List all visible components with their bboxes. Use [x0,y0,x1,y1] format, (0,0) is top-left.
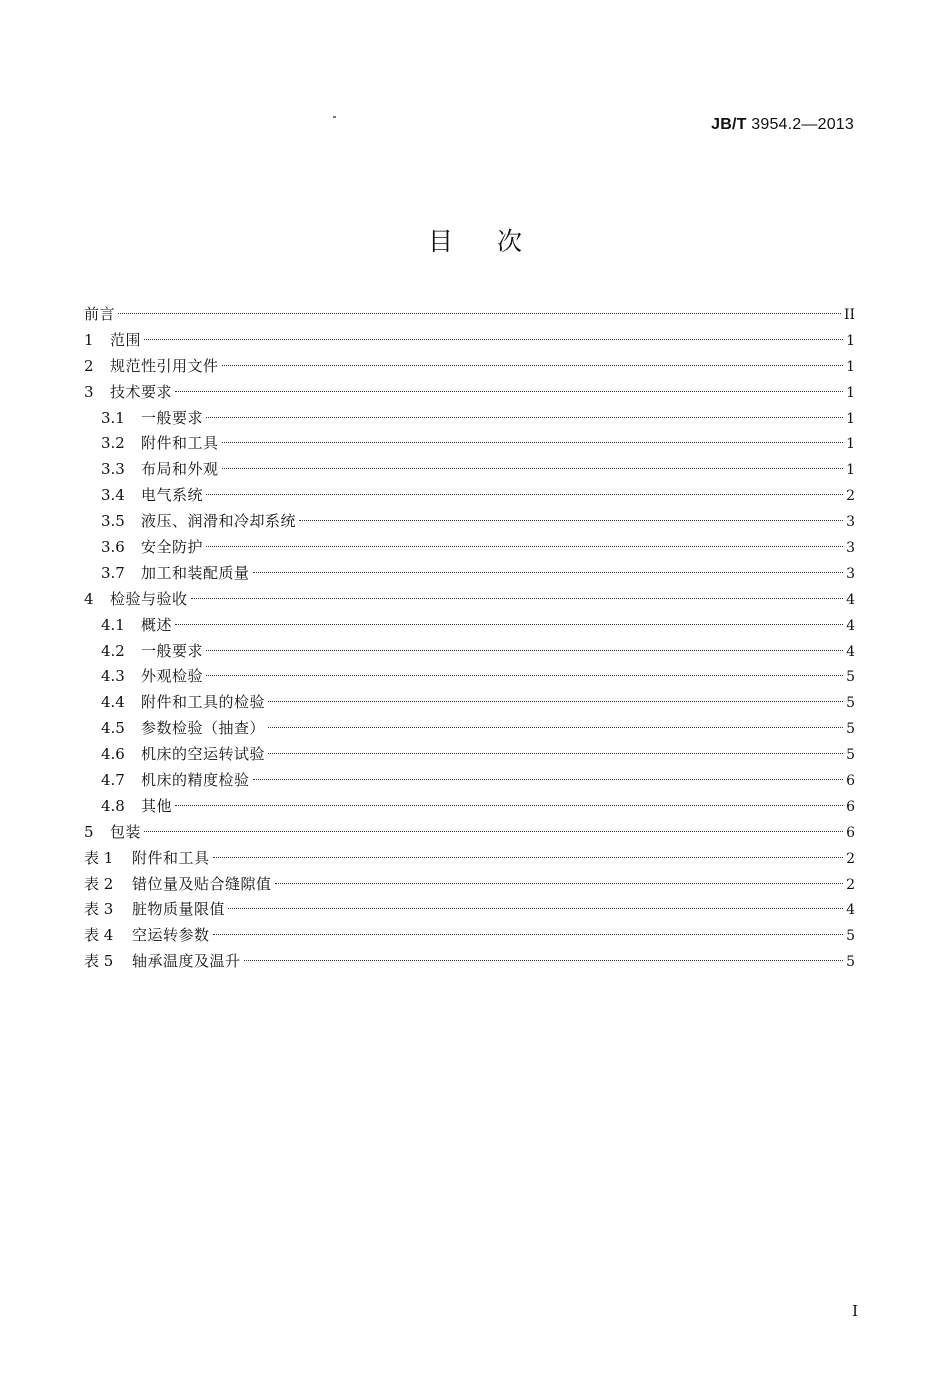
toc-entry-label: 机床的空运转试验 [141,745,266,764]
toc-entry-label: 包装 [110,822,142,841]
toc-entry-page: 1 [846,358,855,375]
toc-entry[interactable] [84,690,855,716]
toc-entry-page: 4 [846,591,855,608]
toc-entry-number: 3.5 [101,512,125,531]
toc-entry-page: 3 [846,565,855,582]
toc-entry-label: 概述 [141,615,173,634]
toc-entry[interactable] [84,561,855,587]
toc-entry-label: 安全防护 [141,538,204,557]
toc-entry-page: 2 [846,876,855,893]
toc-entry-label: 一般要求 [141,641,204,660]
toc-entry-page: 5 [846,747,855,764]
toc-list [84,302,855,975]
toc-entry-page: 5 [846,721,855,738]
toc-entry-label: 规范性引用文件 [110,356,219,375]
toc-entry-page: 4 [846,902,855,919]
toc-entry-page: II [843,307,855,323]
toc-entry-number: 4 [84,589,94,608]
toc-entry-label: 电气系统 [141,486,204,505]
toc-entry-number: 3.7 [101,563,125,582]
toc-entry-page: 6 [846,824,855,841]
toc-entry[interactable] [84,354,855,380]
toc-entry-label: 机床的精度检验 [141,771,250,790]
toc-entry[interactable] [84,794,855,820]
toc-entry-label: 外观检验 [141,667,204,686]
toc-entry[interactable] [84,328,855,354]
toc-entry[interactable] [84,846,855,872]
standard-code [711,116,854,134]
toc-entry-page: 5 [846,954,855,971]
toc-dot-leader [206,675,843,676]
toc-entry-page: 4 [846,617,855,634]
toc-dot-leader [206,417,843,418]
toc-entry-page: 5 [846,928,855,945]
toc-entry[interactable] [84,613,855,639]
toc-entry[interactable] [84,923,855,949]
toc-dot-leader [244,960,844,961]
toc-entry-page: 5 [846,669,855,686]
toc-entry[interactable] [84,380,855,406]
toc-entry-number: 3 [84,382,94,401]
toc-dot-leader [213,857,844,858]
toc-entry-number: 3.2 [101,434,125,453]
toc-entry[interactable] [84,302,855,328]
toc-entry-label: 一般要求 [141,408,204,427]
toc-entry-label: 范围 [110,330,142,349]
toc-entry-page: 1 [846,332,855,349]
toc-entry[interactable] [84,457,855,483]
toc-entry-number: 3.3 [101,460,125,479]
toc-dot-leader [213,934,844,935]
standard-prefix: JB/T [711,116,747,133]
toc-entry[interactable] [84,587,855,613]
toc-entry[interactable] [84,716,855,742]
toc-entry-page: 6 [846,798,855,815]
toc-entry-number: 4.3 [101,667,125,686]
toc-entry-number: 表 5 [84,952,114,971]
toc-entry-number: 4.4 [101,693,125,712]
toc-entry-label: 脏物质量限值 [132,900,226,919]
toc-entry[interactable] [84,768,855,794]
toc-dot-leader [175,391,843,392]
toc-entry[interactable] [84,509,855,535]
toc-entry-number: 4.8 [101,796,125,815]
toc-dot-leader [222,365,844,366]
toc-dot-leader [206,494,843,495]
toc-dot-leader [228,908,843,909]
toc-entry[interactable] [84,483,855,509]
toc-entry-page: 6 [846,773,855,790]
scan-speck [333,116,336,118]
toc-dot-leader [144,339,843,340]
toc-dot-leader [268,753,843,754]
toc-entry-label: 空运转参数 [132,926,210,945]
toc-entry-page: 2 [846,488,855,505]
toc-entry[interactable] [84,431,855,457]
toc-dot-leader [206,650,843,651]
toc-dot-leader [191,598,844,599]
toc-entry[interactable] [84,639,855,665]
toc-entry-page: 1 [846,462,855,479]
toc-entry[interactable] [84,820,855,846]
toc-entry-label: 前言 [84,305,116,323]
toc-entry-page: 1 [846,384,855,401]
toc-dot-leader [253,779,844,780]
toc-entry[interactable] [84,742,855,768]
toc-entry-number: 4.2 [101,641,125,660]
toc-entry-page: 3 [846,540,855,557]
toc-entry-label: 附件和工具的检验 [141,693,266,712]
toc-entry-page: 1 [846,436,855,453]
toc-entry[interactable] [84,664,855,690]
toc-dot-leader [118,313,841,314]
toc-dot-leader [222,468,844,469]
toc-entry-number: 2 [84,356,94,375]
toc-entry-label: 检验与验收 [110,589,188,608]
toc-entry-page: 4 [846,643,855,660]
toc-entry-number: 3.4 [101,486,125,505]
toc-entry[interactable] [84,406,855,432]
toc-entry-label: 液压、润滑和冷却系统 [141,512,297,531]
toc-dot-leader [268,727,843,728]
toc-entry-label: 布局和外观 [141,460,219,479]
toc-entry-label: 加工和装配质量 [141,563,250,582]
toc-entry[interactable] [84,897,855,923]
toc-dot-leader [175,624,843,625]
toc-dot-leader [253,572,844,573]
toc-dot-leader [275,883,844,884]
toc-entry-page: 2 [846,850,855,867]
toc-entry-label: 附件和工具 [132,848,210,867]
toc-dot-leader [222,442,844,443]
toc-entry-label: 轴承温度及温升 [132,952,241,971]
toc-title: 目次 [427,227,566,256]
toc-entry-number: 表 4 [84,926,114,945]
toc-entry-label: 其他 [141,796,173,815]
toc-entry-number: 5 [84,822,94,841]
toc-entry-number: 表 2 [84,874,114,893]
toc-entry-number: 3.1 [101,408,125,427]
toc-entry-number: 4.7 [101,771,125,790]
toc-entry-number: 1 [84,330,94,349]
toc-entry-label: 技术要求 [110,382,173,401]
standard-number: 3954.2—2013 [751,116,854,133]
toc-entry-number: 4.5 [101,719,125,738]
toc-dot-leader [268,701,843,702]
toc-entry-page: 1 [846,410,855,427]
toc-entry-number: 4.6 [101,745,125,764]
toc-entry-label: 错位量及贴合缝隙值 [132,874,272,893]
toc-entry-page: 5 [846,695,855,712]
toc-entry-number: 4.1 [101,615,125,634]
toc-dot-leader [299,520,843,521]
toc-entry-label: 附件和工具 [141,434,219,453]
toc-dot-leader [175,805,843,806]
toc-entry[interactable] [84,949,855,975]
toc-entry-number: 表 3 [84,900,114,919]
toc-entry-number: 3.6 [101,538,125,557]
toc-dot-leader [144,831,843,832]
page-number: I [852,1302,858,1320]
toc-dot-leader [206,546,843,547]
toc-entry[interactable] [84,535,855,561]
toc-entry-label: 参数检验（抽查） [141,719,266,738]
toc-entry-number: 表 1 [84,848,114,867]
toc-entry-page: 3 [846,514,855,531]
toc-entry[interactable] [84,872,855,898]
